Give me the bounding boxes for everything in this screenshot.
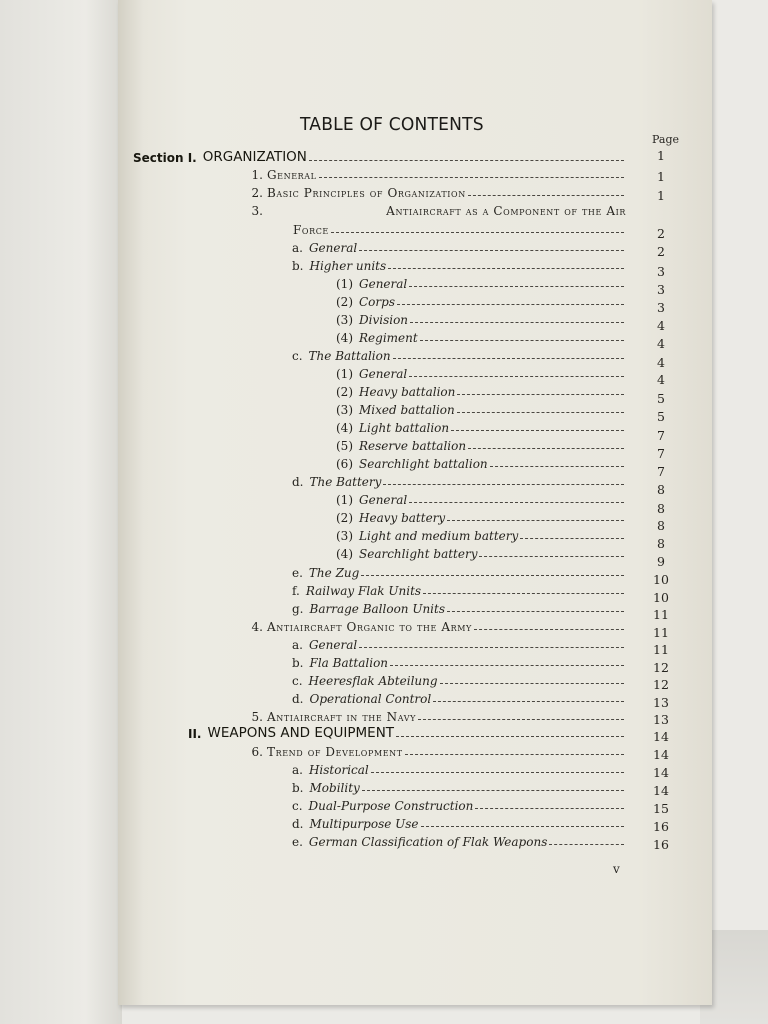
dot-leader	[423, 593, 624, 594]
toc-entry	[292, 670, 626, 688]
page-number: 8	[657, 482, 665, 497]
toc-entry	[292, 652, 626, 670]
entry-number: (3)	[336, 529, 353, 543]
dot-leader	[418, 719, 624, 720]
page-number: 4	[657, 372, 665, 387]
toc-entry	[336, 327, 626, 345]
entry-number: b.	[292, 656, 304, 670]
dot-leader	[393, 358, 624, 359]
page-number: 4	[657, 355, 665, 370]
dot-leader	[309, 160, 624, 161]
entry-number: b.	[292, 781, 304, 795]
dot-leader	[490, 466, 624, 467]
page-folio: v	[613, 862, 620, 876]
entry-number: a.	[292, 241, 303, 255]
page-number: 1	[657, 169, 665, 184]
toc-entry	[245, 616, 626, 634]
toc-entry	[336, 381, 626, 399]
page-number: 5	[657, 391, 665, 406]
entry-number: c.	[292, 799, 303, 813]
entry-number: d.	[292, 692, 304, 706]
toc-entry	[292, 813, 626, 831]
toc-entry	[336, 273, 626, 291]
dot-leader	[447, 520, 624, 521]
toc-entry	[336, 543, 626, 561]
entry-title: Higher units	[309, 259, 387, 273]
entry-number: 1.	[251, 168, 263, 182]
entry-title: Fla Battalion	[309, 656, 389, 670]
entry-title: Antiaircraft in the Navy	[267, 710, 417, 724]
entry-title: Heeresflak Abteilung	[308, 674, 438, 688]
entry-title: Heavy battalion	[359, 385, 456, 399]
entry-number: e.	[292, 835, 303, 849]
entry-title: Basic Principles of Organization	[267, 186, 466, 200]
entry-number: (3)	[336, 403, 353, 417]
dot-leader	[409, 502, 624, 503]
page-number: 10	[653, 590, 669, 605]
dot-leader	[319, 177, 624, 178]
entry-title: Railway Flak Units	[305, 584, 422, 598]
page-number: 15	[653, 801, 669, 816]
entry-number: (2)	[336, 511, 353, 525]
toc-entry	[336, 291, 626, 309]
dot-leader	[474, 629, 624, 630]
toc-entry	[292, 580, 626, 598]
entry-title: General	[359, 277, 408, 291]
page-number: 3	[657, 264, 665, 279]
entry-title: Multipurpose Use	[309, 817, 419, 831]
toc-entry	[292, 598, 626, 616]
toc-entry	[133, 147, 626, 165]
dot-leader	[457, 394, 624, 395]
toc-entry	[292, 777, 626, 795]
toc-entry	[336, 453, 626, 471]
page-number: 3	[657, 282, 665, 297]
dot-leader	[331, 232, 624, 233]
dot-leader	[359, 647, 624, 648]
toc-entry	[336, 417, 626, 435]
page-number: 11	[653, 607, 669, 622]
entry-number: (6)	[336, 457, 353, 471]
entry-number: (1)	[336, 493, 353, 507]
dot-leader	[388, 268, 624, 269]
page-number: 7	[657, 446, 665, 461]
entry-title: The Battalion	[308, 349, 391, 363]
page-number: 14	[653, 747, 669, 762]
entry-number: (3)	[336, 313, 353, 327]
entry-title: General	[267, 168, 317, 182]
entry-number: f.	[292, 584, 300, 598]
dot-leader	[420, 340, 624, 341]
page-column-label: Page	[652, 133, 680, 146]
entry-number: 2.	[251, 186, 263, 200]
entry-title: Heavy battery	[359, 511, 446, 525]
toc-entry	[336, 399, 626, 417]
dot-leader	[475, 808, 624, 809]
entry-title: Dual-Purpose Construction	[308, 799, 474, 813]
entry-number: (1)	[336, 277, 353, 291]
page-number: 3	[657, 300, 665, 315]
page-number: 8	[657, 536, 665, 551]
dot-leader	[451, 430, 624, 431]
entry-number: d.	[292, 817, 304, 831]
dot-leader	[405, 754, 624, 755]
dot-leader	[549, 844, 624, 845]
entry-title: Force	[293, 223, 329, 237]
dot-leader	[397, 304, 624, 305]
dot-leader	[409, 286, 624, 287]
page-number: 14	[653, 783, 669, 798]
entry-title: General	[308, 638, 358, 652]
toc-entry	[245, 164, 626, 182]
dot-leader	[421, 826, 624, 827]
page-number: 13	[653, 695, 669, 710]
dot-leader	[479, 556, 624, 557]
toc-entry	[292, 795, 626, 813]
entry-title: General	[308, 241, 358, 255]
entry-title: Searchlight battalion	[359, 457, 488, 471]
page-number: 16	[653, 819, 669, 834]
toc-entry	[292, 688, 626, 706]
dot-leader	[362, 790, 624, 791]
entry-number: b.	[292, 259, 304, 273]
entry-title: Historical	[308, 763, 369, 777]
facing-page	[0, 0, 122, 1024]
dot-leader	[410, 322, 624, 323]
entry-title: WEAPONS AND EQUIPMENT	[207, 725, 395, 741]
dot-leader	[447, 611, 624, 612]
entry-number: 6.	[251, 745, 263, 759]
page-number: 11	[653, 625, 669, 640]
entry-title: Antiaircraft Organic to the Army	[267, 620, 472, 634]
dot-leader	[396, 736, 624, 737]
entry-title: Barrage Balloon Units	[309, 602, 445, 616]
page-number: 4	[657, 336, 665, 351]
entry-title: Antiaircraft as a Component of the Air	[386, 204, 626, 218]
entry-title: Operational Control	[309, 692, 432, 706]
entry-number: 4.	[251, 620, 263, 634]
entry-title: Mixed battalion	[359, 403, 455, 417]
toc-entry	[336, 525, 626, 543]
dot-leader	[520, 538, 624, 539]
entry-number: c.	[292, 674, 303, 688]
toc-entry	[292, 831, 626, 849]
dot-leader	[409, 376, 624, 377]
toc-entry	[245, 741, 626, 759]
page-number: 7	[657, 464, 665, 479]
page-title: TABLE OF CONTENTS	[300, 114, 484, 135]
entry-number: (5)	[336, 439, 353, 453]
page-number: 1	[657, 188, 665, 203]
dot-leader	[468, 195, 624, 196]
entry-number: (1)	[336, 367, 353, 381]
page-number: 8	[657, 501, 665, 516]
entry-title: Regiment	[359, 331, 418, 345]
entry-title: The Battery	[309, 475, 382, 489]
dot-leader	[359, 250, 624, 251]
entry-number: c.	[292, 349, 303, 363]
entry-number: a.	[292, 638, 303, 652]
entry-title: Corps	[359, 295, 395, 309]
section-prefix: II.	[188, 727, 202, 741]
dot-leader	[468, 448, 624, 449]
page-number: 9	[657, 554, 665, 569]
entry-title: Light battalion	[359, 421, 450, 435]
page-number: 7	[657, 428, 665, 443]
toc-entry	[336, 309, 626, 327]
toc-entry	[188, 723, 626, 741]
entry-number: (2)	[336, 385, 353, 399]
entry-title: ORGANIZATION	[202, 149, 307, 165]
entry-title: Trend of Development	[267, 745, 403, 759]
page-number: 12	[653, 660, 669, 675]
entry-number: e.	[292, 566, 303, 580]
entry-number: (4)	[336, 421, 353, 435]
entry-title: German Classification of Flak Weapons	[308, 835, 548, 849]
toc-entry	[292, 634, 626, 652]
page-number: 4	[657, 318, 665, 333]
entry-title: Light and medium battery	[359, 529, 519, 543]
toc-entry	[336, 435, 626, 453]
toc-entry	[292, 255, 626, 273]
toc-entry	[292, 471, 626, 489]
page-number: 2	[657, 226, 665, 241]
toc-entry	[292, 345, 626, 363]
toc-entry	[336, 363, 626, 381]
toc-entry	[336, 489, 626, 507]
entry-title: Division	[359, 313, 409, 327]
entry-number: 5.	[251, 710, 263, 724]
entry-title: Mobility	[309, 781, 360, 795]
entry-number: a.	[292, 763, 303, 777]
dot-leader	[457, 412, 624, 413]
entry-title: General	[359, 493, 408, 507]
dot-leader	[361, 575, 624, 576]
entry-title: Searchlight battery	[359, 547, 478, 561]
page-number: 11	[653, 642, 669, 657]
dot-leader	[433, 701, 624, 702]
entry-title: The Zug	[308, 566, 360, 580]
page-number: 14	[653, 765, 669, 780]
entry-number: (4)	[336, 331, 353, 345]
toc-entry	[245, 706, 626, 724]
toc-entry	[292, 562, 626, 580]
dot-leader	[440, 683, 624, 684]
toc-entry	[245, 200, 626, 218]
entry-title: General	[359, 367, 408, 381]
entry-number: d.	[292, 475, 304, 489]
dot-leader	[371, 772, 624, 773]
page-number: 1	[657, 148, 665, 163]
toc-entry	[336, 507, 626, 525]
page-number: 8	[657, 518, 665, 533]
page-number: 12	[653, 677, 669, 692]
entry-number: (2)	[336, 295, 353, 309]
page-number: 16	[653, 837, 669, 852]
section-prefix: Section I.	[133, 151, 197, 165]
entry-number: (4)	[336, 547, 353, 561]
page-number: 10	[653, 572, 669, 587]
entry-title: Reserve battalion	[359, 439, 467, 453]
entry-number: g.	[292, 602, 304, 616]
toc-entry	[293, 219, 626, 237]
page-number: 13	[653, 712, 669, 727]
dot-leader	[383, 484, 624, 485]
toc-entry	[292, 759, 626, 777]
page-number: 14	[653, 729, 669, 744]
page-number: 5	[657, 409, 665, 424]
page-number: 2	[657, 244, 665, 259]
toc-entry	[292, 237, 626, 255]
toc-entry	[245, 182, 626, 200]
dot-leader	[390, 665, 624, 666]
entry-number: 3.	[251, 204, 263, 218]
